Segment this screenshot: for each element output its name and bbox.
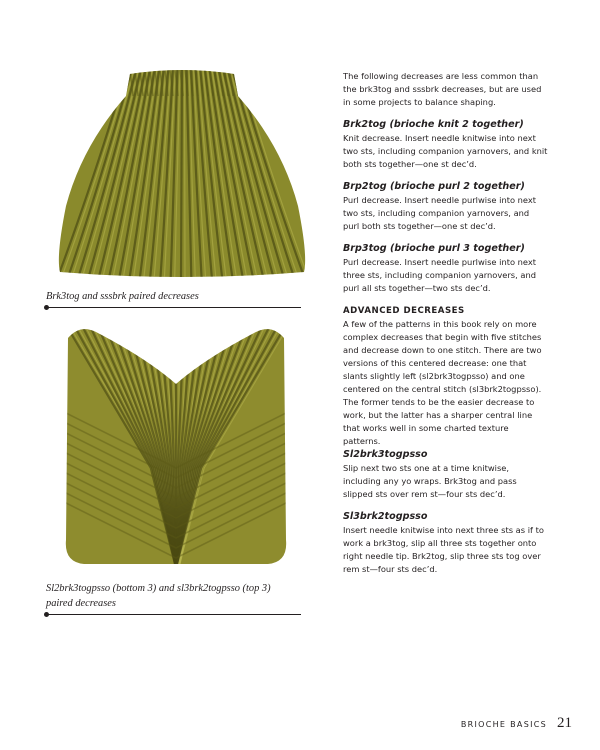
decrease-entry bbox=[343, 448, 548, 501]
swatch-photo-sl2brk3togpsso bbox=[56, 318, 296, 568]
entry-title: Brp3tog (brioche purl 3 together) bbox=[343, 243, 525, 254]
running-head: BRIOCHE BASICS bbox=[460, 720, 547, 729]
caption-line: paired decreases bbox=[46, 598, 116, 609]
knit-swatch-image bbox=[52, 66, 310, 282]
figure-caption-1 bbox=[46, 289, 301, 308]
caption-rule bbox=[46, 307, 301, 308]
entry-body: Insert needle knitwise into next three sts as if to work a brk3tog, slip all three sts together onto right needle tip. Brk2tog, slip three sts tog over rem st—four sts dec’d. bbox=[343, 525, 544, 574]
decrease-entry bbox=[343, 118, 548, 171]
caption-line: Sl2brk3togpsso (bottom 3) and sl3brk2togpsso (top 3) bbox=[46, 583, 271, 594]
page-footer bbox=[461, 715, 572, 732]
entry-title: Brp2tog (brioche purl 2 together) bbox=[343, 181, 525, 192]
figure-caption-2 bbox=[46, 581, 301, 615]
knit-swatch-image bbox=[56, 318, 296, 568]
entry-title: Brk2tog (brioche knit 2 together) bbox=[343, 119, 524, 130]
entry-body: Purl decrease. Insert needle purlwise into next two sts, including companion yarnovers, and purl both sts together—one st dec’d. bbox=[343, 195, 537, 231]
caption-text: Brk3tog and sssbrk paired decreases bbox=[46, 291, 199, 302]
section-heading: ADVANCED DECREASES bbox=[343, 306, 465, 316]
decrease-entry bbox=[343, 510, 548, 576]
entry-title: Sl2brk3togpsso bbox=[343, 449, 428, 460]
caption-text bbox=[46, 581, 301, 614]
entry-body: Knit decrease. Insert needle knitwise into next two sts, including companion yarnovers, and knit both sts together—one st dec’d. bbox=[343, 133, 548, 169]
entry-body: Purl decrease. Insert needle purlwise into next three sts, including companion yarnovers, and purl all sts together—two sts dec’d. bbox=[343, 257, 537, 293]
page-number: 21 bbox=[557, 715, 572, 731]
entry-body: Slip next two sts one at a time knitwise, including any yo wraps. Brk3tog and pass slipped sts over rem st—four sts dec’d. bbox=[343, 463, 517, 499]
text-column bbox=[343, 70, 548, 585]
decrease-entry bbox=[343, 180, 548, 233]
swatch-photo-brk3tog bbox=[52, 66, 310, 282]
decrease-entry bbox=[343, 242, 548, 295]
intro-paragraph: The following decreases are less common than the brk3tog and sssbrk decreases, but are used in some projects to balance shaping. bbox=[343, 71, 542, 107]
caption-rule bbox=[46, 614, 301, 615]
entry-title: Sl3brk2togpsso bbox=[343, 511, 428, 522]
section-body: A few of the patterns in this book rely on more complex decreases that begin with five stitches and decrease down to one stitch. There are two versions of this centered decrease: one that slants slightly left (sl2brk3togpsso) and one centered on the central stitch (sl3brk2togpsso). The former tends to be the easier decrease to work, but the latter has a sharper central line that works well in some charted texture patterns. bbox=[343, 319, 542, 446]
